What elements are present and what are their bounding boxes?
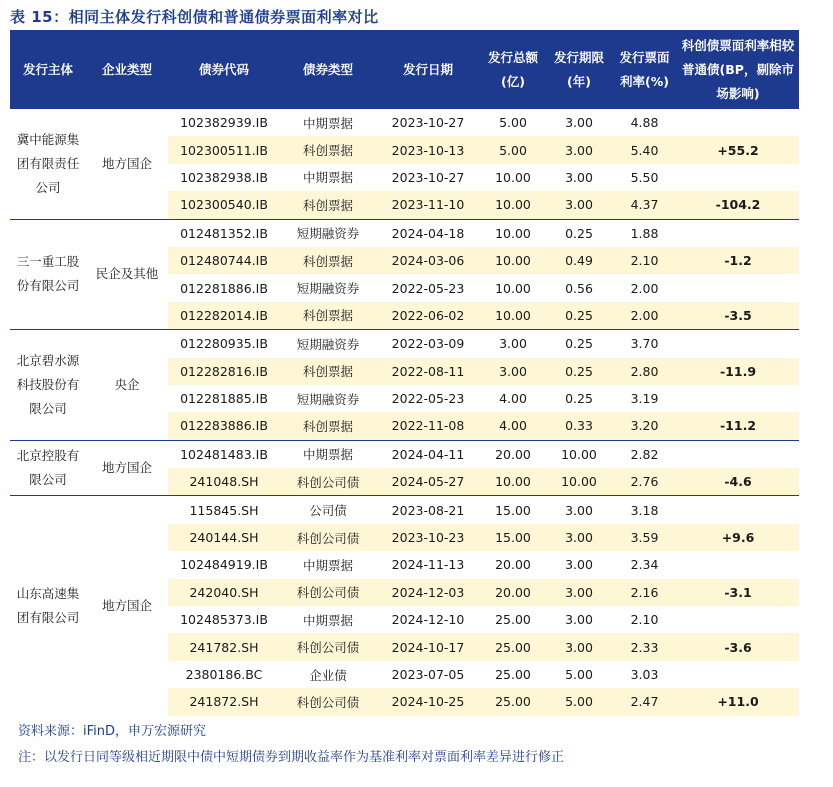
term-cell: 3.00 [565, 169, 593, 185]
company-type-cell: 地方国企 [86, 440, 168, 496]
bond-type-cell: 企业债 [309, 667, 347, 683]
issue-date-cell: 2024-03-06 [376, 247, 480, 274]
bond-code-cell: 012480744.IB [168, 247, 280, 274]
bond-code-cell: 012481352.IB [180, 225, 268, 241]
table-row [10, 330, 799, 358]
issue-date-cell: 2024-04-18 [391, 225, 465, 241]
issue-date-cell: 2022-05-23 [391, 280, 465, 296]
coupon-rate-cell: 4.37 [612, 191, 677, 219]
coupon-rate-cell: 4.88 [630, 115, 659, 131]
bond-code-cell: 240144.SH [168, 524, 280, 551]
term-cell: 5.00 [546, 688, 612, 715]
bond-code-cell: 2380186.BC [185, 667, 263, 682]
term-cell: 0.25 [546, 358, 612, 385]
coupon-rate-cell: 3.20 [612, 412, 677, 440]
bond-code-cell: 012281885.IB [180, 391, 268, 407]
term-cell: 0.33 [546, 412, 612, 440]
bond-type-cell: 中期票据 [302, 612, 353, 628]
bond-code-cell: 115845.SH [189, 502, 259, 518]
bp-diff-cell [677, 385, 799, 412]
amount-cell: 20.00 [495, 557, 531, 573]
bp-diff-cell [677, 274, 799, 301]
amount-cell: 3.00 [480, 358, 546, 385]
term-cell: 10.00 [546, 468, 612, 496]
bp-diff-cell: -11.9 [677, 358, 799, 385]
coupon-rate-cell: 3.03 [630, 667, 659, 682]
bp-diff-cell: +9.6 [677, 524, 799, 551]
issuer-cell: 山东高速集团有限公司 [10, 496, 86, 716]
coupon-rate-cell: 2.47 [612, 688, 677, 715]
coupon-rate-cell: 5.40 [612, 136, 677, 163]
term-cell: 3.00 [546, 524, 612, 551]
issue-date-cell: 2022-08-11 [376, 358, 480, 385]
company-type-cell: 央企 [86, 330, 168, 441]
coupon-rate-cell: 2.82 [630, 446, 659, 462]
bp-diff-cell: -3.1 [677, 579, 799, 606]
bond-code-cell: 012282816.IB [168, 358, 280, 385]
term-cell: 3.00 [546, 191, 612, 219]
bp-diff-cell [677, 551, 799, 578]
coupon-rate-cell: 3.70 [630, 336, 659, 352]
col-header-bp-diff: 科创债票面利率相较普通债(BP，剔除市场影响) [677, 30, 799, 109]
issue-date-cell: 2022-03-09 [391, 336, 465, 352]
bond-comparison-table [10, 30, 799, 716]
bp-diff-cell: +55.2 [677, 136, 799, 163]
table-row [10, 109, 799, 136]
bond-type-cell: 科创票据 [280, 302, 376, 330]
bond-type-cell: 科创票据 [280, 412, 376, 440]
term-cell: 3.00 [565, 612, 593, 628]
bond-code-cell: 102382938.IB [180, 169, 268, 185]
bond-type-cell: 中期票据 [302, 447, 353, 463]
amount-cell: 20.00 [480, 579, 546, 606]
coupon-rate-cell: 2.10 [630, 612, 659, 628]
methodology-note: 注：以发行日同等级相近期限中债中短期债券到期收益率作为基准利率对票面利率差异进行修正 [18, 750, 565, 765]
bp-diff-cell [677, 606, 799, 633]
bp-diff-cell: -3.6 [677, 633, 799, 660]
col-header-issuer: 发行主体 [10, 30, 86, 109]
bp-diff-cell: +11.0 [677, 688, 799, 715]
bond-type-cell: 科创公司债 [280, 633, 376, 660]
bp-diff-cell [677, 164, 799, 191]
bond-type-cell: 科创公司债 [280, 579, 376, 606]
amount-cell: 25.00 [495, 667, 531, 682]
term-cell: 3.00 [565, 557, 593, 573]
coupon-rate-cell: 1.88 [630, 225, 659, 241]
coupon-rate-cell: 2.10 [612, 247, 677, 274]
bp-diff-cell: -3.5 [677, 302, 799, 330]
bond-code-cell: 012283886.IB [168, 412, 280, 440]
bond-code-cell: 102300540.IB [168, 191, 280, 219]
term-cell: 3.00 [546, 633, 612, 660]
issuer-cell: 北京碧水源科技股份有限公司 [10, 330, 86, 441]
table-row [10, 440, 799, 468]
coupon-rate-cell: 2.33 [612, 633, 677, 660]
term-cell: 0.25 [565, 225, 593, 241]
issue-date-cell: 2023-08-21 [391, 502, 465, 518]
company-type-cell: 地方国企 [86, 109, 168, 219]
bond-code-cell: 241782.SH [168, 633, 280, 660]
issuer-cell: 北京控股有限公司 [10, 440, 86, 496]
issue-date-cell: 2024-10-25 [376, 688, 480, 715]
bond-type-cell: 科创票据 [280, 358, 376, 385]
bond-code-cell: 012281886.IB [180, 280, 268, 296]
coupon-rate-cell: 2.00 [630, 280, 659, 296]
bond-code-cell: 102300511.IB [168, 136, 280, 163]
bp-diff-cell: -4.6 [677, 468, 799, 496]
amount-cell: 10.00 [480, 247, 546, 274]
col-header-coupon-rate: 发行票面利率(%) [612, 30, 677, 109]
issue-date-cell: 2022-05-23 [391, 391, 465, 407]
term-cell: 3.00 [546, 136, 612, 163]
amount-cell: 20.00 [495, 446, 531, 462]
coupon-rate-cell: 2.80 [612, 358, 677, 385]
issue-date-cell: 2024-10-17 [376, 633, 480, 660]
bond-code-cell: 102481483.IB [180, 446, 268, 462]
bond-type-cell: 中期票据 [302, 115, 353, 131]
term-cell: 5.00 [565, 667, 593, 682]
header-row [10, 30, 799, 109]
bond-type-cell: 科创公司债 [280, 524, 376, 551]
bond-code-cell: 242040.SH [168, 579, 280, 606]
term-cell: 0.25 [565, 391, 593, 407]
amount-cell: 3.00 [499, 336, 527, 352]
table-body [10, 109, 799, 716]
bp-diff-cell: -11.2 [677, 412, 799, 440]
col-header-company-type: 企业类型 [86, 30, 168, 109]
issue-date-cell: 2024-12-10 [391, 612, 465, 628]
issue-date-cell: 2023-07-05 [391, 667, 465, 682]
bp-diff-cell [677, 661, 799, 688]
bond-code-cell: 102484919.IB [180, 557, 268, 573]
col-header-issue-date: 发行日期 [376, 30, 480, 109]
company-type-cell: 地方国企 [86, 496, 168, 716]
footnotes [18, 719, 818, 771]
coupon-rate-cell: 2.76 [612, 468, 677, 496]
bp-diff-cell [677, 440, 799, 468]
bond-code-cell: 241048.SH [168, 468, 280, 496]
term-cell: 3.00 [565, 502, 593, 518]
amount-cell: 10.00 [480, 302, 546, 330]
bp-diff-cell [677, 330, 799, 358]
issuer-cell: 三一重工股份有限公司 [10, 219, 86, 330]
source-note: 资料来源：iFinD，申万宏源研究 [18, 724, 207, 739]
amount-cell: 5.00 [480, 136, 546, 163]
amount-cell: 4.00 [480, 412, 546, 440]
amount-cell: 15.00 [495, 502, 531, 518]
col-header-bond-code: 债券代码 [168, 30, 280, 109]
amount-cell: 25.00 [480, 688, 546, 715]
term-cell: 0.25 [546, 302, 612, 330]
issuer-cell: 冀中能源集团有限责任公司 [10, 109, 86, 219]
bond-code-cell: 241872.SH [168, 688, 280, 715]
term-cell: 0.49 [546, 247, 612, 274]
amount-cell: 15.00 [480, 524, 546, 551]
issue-date-cell: 2024-05-27 [376, 468, 480, 496]
term-cell: 0.56 [565, 280, 593, 296]
bond-code-cell: 012280935.IB [180, 336, 268, 352]
amount-cell: 10.00 [495, 169, 531, 185]
bond-code-cell: 012282014.IB [168, 302, 280, 330]
bond-type-cell: 短期融资券 [296, 226, 360, 242]
bond-type-cell: 科创票据 [280, 136, 376, 163]
issue-date-cell: 2022-06-02 [376, 302, 480, 330]
bond-code-cell: 102485373.IB [180, 612, 268, 628]
table-row [10, 219, 799, 247]
issue-date-cell: 2024-12-03 [376, 579, 480, 606]
bond-type-cell: 短期融资券 [296, 391, 360, 407]
company-type-cell: 民企及其他 [86, 219, 168, 330]
bond-code-cell: 102382939.IB [180, 115, 268, 131]
coupon-rate-cell: 2.16 [612, 579, 677, 606]
amount-cell: 25.00 [495, 612, 531, 628]
amount-cell: 5.00 [499, 115, 527, 131]
bp-diff-cell: -104.2 [677, 191, 799, 219]
bond-type-cell: 科创公司债 [280, 688, 376, 715]
amount-cell: 25.00 [480, 633, 546, 660]
table-title: 表 15：相同主体发行科创债和普通债券票面利率对比 [10, 8, 379, 26]
col-header-term: 发行期限(年) [546, 30, 612, 109]
amount-cell: 10.00 [480, 191, 546, 219]
bond-type-cell: 短期融资券 [296, 336, 360, 352]
term-cell: 3.00 [565, 115, 593, 131]
bond-type-cell: 公司债 [309, 503, 347, 519]
amount-cell: 4.00 [499, 391, 527, 407]
issue-date-cell: 2023-10-13 [376, 136, 480, 163]
coupon-rate-cell: 2.00 [612, 302, 677, 330]
issue-date-cell: 2024-11-13 [391, 557, 465, 573]
coupon-rate-cell: 5.50 [630, 169, 659, 185]
issue-date-cell: 2023-10-23 [376, 524, 480, 551]
table-row [10, 496, 799, 524]
issue-date-cell: 2024-04-11 [391, 446, 465, 462]
col-header-amount: 发行总额(亿) [480, 30, 546, 109]
term-cell: 3.00 [546, 579, 612, 606]
bond-type-cell: 短期融资券 [296, 281, 360, 297]
amount-cell: 10.00 [495, 225, 531, 241]
issue-date-cell: 2023-11-10 [376, 191, 480, 219]
issue-date-cell: 2023-10-27 [391, 115, 465, 131]
bond-type-cell: 中期票据 [302, 170, 353, 186]
term-cell: 0.25 [565, 336, 593, 352]
bp-diff-cell [677, 496, 799, 524]
amount-cell: 10.00 [480, 468, 546, 496]
bond-type-cell: 科创票据 [280, 247, 376, 274]
issue-date-cell: 2022-11-08 [376, 412, 480, 440]
coupon-rate-cell: 2.34 [630, 557, 659, 573]
bond-type-cell: 中期票据 [302, 557, 353, 573]
col-header-bond-type: 债券类型 [280, 30, 376, 109]
bond-type-cell: 科创票据 [280, 191, 376, 219]
coupon-rate-cell: 3.19 [630, 391, 659, 407]
bp-diff-cell: -1.2 [677, 247, 799, 274]
term-cell: 10.00 [561, 446, 597, 462]
bp-diff-cell [677, 219, 799, 247]
coupon-rate-cell: 3.59 [612, 524, 677, 551]
coupon-rate-cell: 3.18 [630, 502, 659, 518]
amount-cell: 10.00 [495, 280, 531, 296]
bp-diff-cell [677, 109, 799, 136]
issue-date-cell: 2023-10-27 [391, 169, 465, 185]
bond-type-cell: 科创公司债 [280, 468, 376, 496]
